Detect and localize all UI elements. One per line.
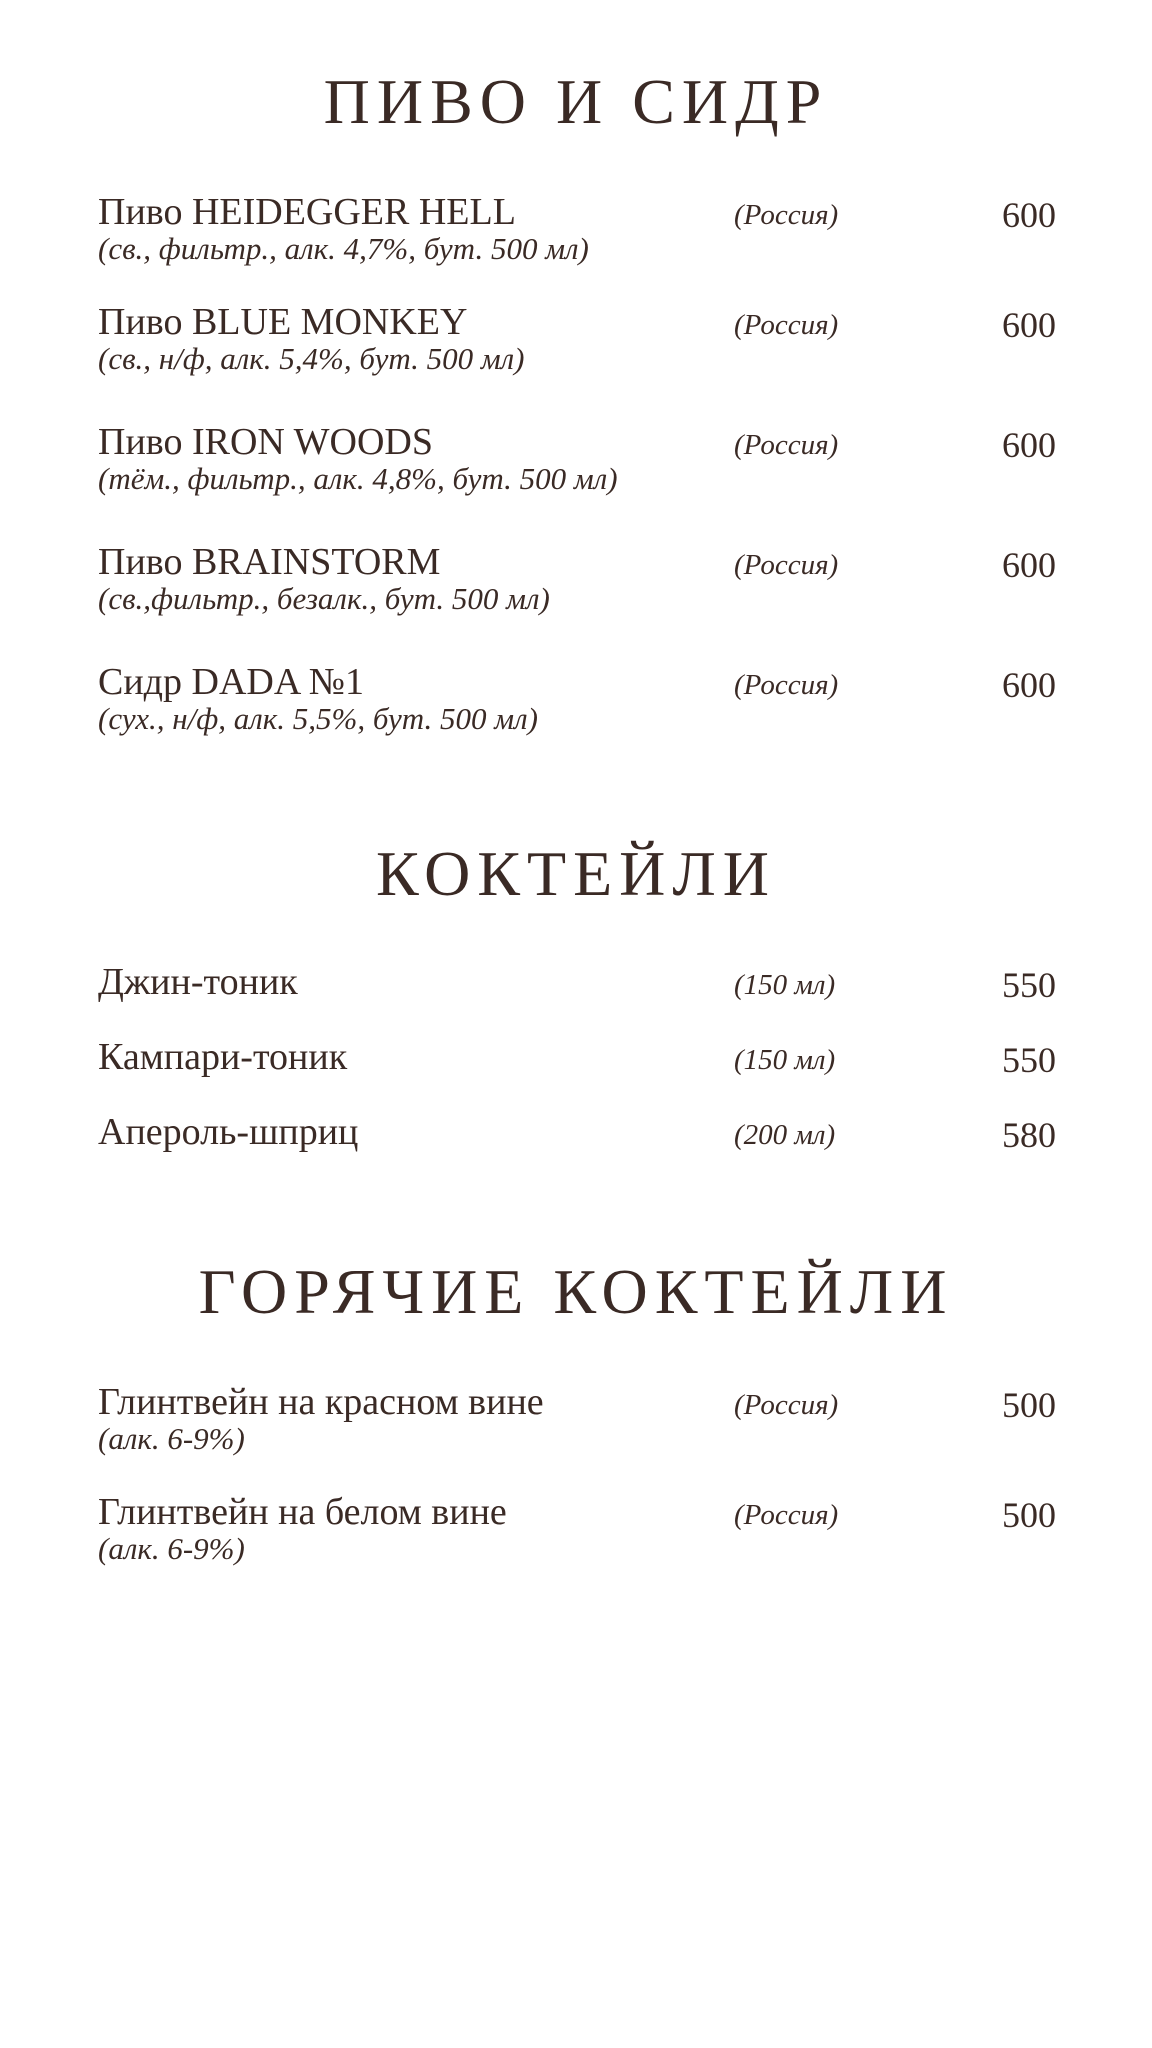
item-price: 500 [1002,1385,1056,1425]
item-origin: (Россия) [734,669,839,701]
item-origin: (Россия) [734,1499,839,1531]
section-title-cocktails: КОКТЕЙЛИ [375,838,777,909]
item-description: (св., фильтр., алк. 4,7%, бут. 500 мл) [98,231,589,266]
item-origin: (Россия) [734,429,839,461]
item-origin: (Россия) [734,309,839,341]
item-origin: (Россия) [734,549,839,581]
item-price: 600 [1002,305,1056,345]
item-volume: (200 мл) [734,1119,836,1151]
item-volume: (150 мл) [734,969,836,1001]
menu-item [98,662,1056,742]
item-name: Пиво HEIDEGGER HELL [98,191,516,233]
item-price: 600 [1002,195,1056,235]
item-description: (св., н/ф, алк. 5,4%, бут. 500 мл) [98,341,525,376]
item-name: Апероль-шприц [98,1111,359,1153]
item-description: (сух., н/ф, алк. 5,5%, бут. 500 мл) [98,701,538,736]
item-price: 550 [1002,965,1056,1005]
item-price: 600 [1002,425,1056,465]
item-price: 600 [1002,545,1056,585]
section-title-hot-cocktails: ГОРЯЧИЕ КОКТЕЙЛИ [198,1256,954,1327]
item-price: 550 [1002,1040,1056,1080]
menu-item [98,1037,1056,1117]
item-name: Джин-тоник [98,961,298,1003]
section-title-beer-cider: ПИВО И СИДР [323,66,829,137]
item-origin: (Россия) [734,1389,839,1421]
item-origin: (Россия) [734,199,839,231]
item-price: 580 [1002,1115,1056,1155]
item-name: Глинтвейн на красном вине [98,1381,544,1423]
item-description: (тём., фильтр., алк. 4,8%, бут. 500 мл) [98,461,618,496]
item-name: Пиво IRON WOODS [98,421,433,463]
menu-item [98,302,1056,382]
menu-item [98,542,1056,622]
item-name: Пиво BRAINSTORM [98,541,441,583]
item-name: Глинтвейн на белом вине [98,1491,507,1533]
menu-item [98,422,1056,502]
item-description: (алк. 6-9%) [98,1421,245,1456]
item-price: 500 [1002,1495,1056,1535]
menu-item [98,1112,1056,1192]
menu-item [98,1382,1056,1462]
item-description: (св.,фильтр., безалк., бут. 500 мл) [98,581,550,616]
item-description: (алк. 6-9%) [98,1531,245,1566]
item-volume: (150 мл) [734,1044,836,1076]
menu-item [98,192,1056,272]
item-name: Пиво BLUE MONKEY [98,301,468,343]
menu-item [98,962,1056,1042]
item-name: Сидр DADA №1 [98,661,364,703]
item-name: Кампари-тоник [98,1036,348,1078]
menu-item [98,1492,1056,1572]
item-price: 600 [1002,665,1056,705]
